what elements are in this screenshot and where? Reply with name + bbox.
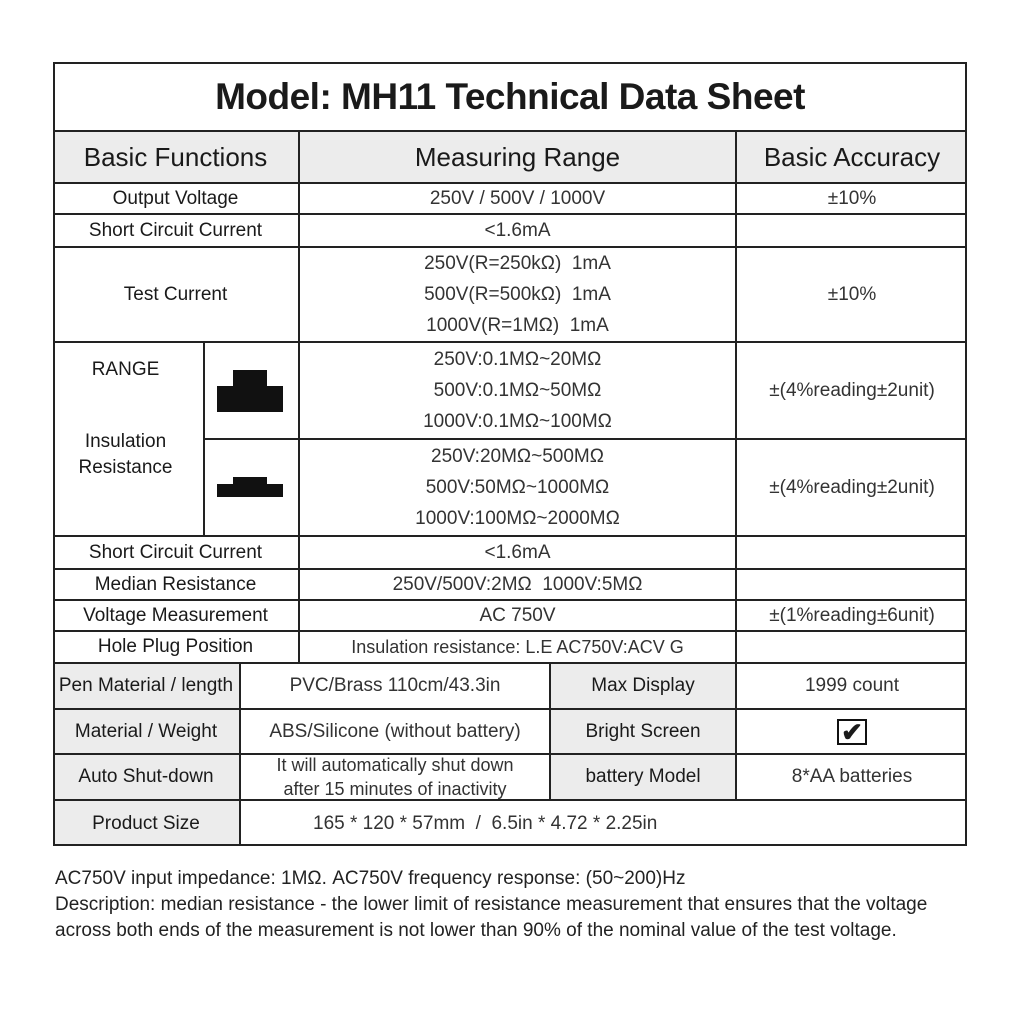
material-weight-label: Material / Weight — [53, 708, 239, 753]
test-current-range-line: 250V(R=250kΩ) 1mA — [424, 253, 611, 274]
insulation-high-range-line: 1000V:0.1MΩ~100MΩ — [423, 411, 612, 432]
range-label: RANGE — [91, 359, 160, 380]
footnote-line: Description: median resistance - the lower limit of resistance measurement that ensures that the voltage — [55, 894, 928, 915]
test-current-range-line: 1000V(R=1MΩ) 1mA — [426, 315, 609, 336]
voltage-measurement-label: Voltage Measurement — [53, 599, 298, 630]
short-circuit-current-label: Short Circuit Current — [53, 535, 298, 568]
median-resistance-range: 250V/500V:2MΩ 1000V:5MΩ — [298, 568, 735, 599]
output-voltage-range: 250V / 500V / 1000V — [298, 182, 735, 213]
insulation-label-line: Resistance — [78, 457, 173, 478]
insulation-low-range-line: 500V:50MΩ~1000MΩ — [425, 477, 610, 498]
header-measuring-range: Measuring Range — [298, 130, 735, 182]
hole-plug-label: Hole Plug Position — [53, 630, 298, 662]
insulation-high-range-line: 500V:0.1MΩ~50MΩ — [433, 380, 602, 401]
low-range-cell — [203, 438, 298, 535]
footnotes — [55, 866, 975, 944]
test-current-accuracy: ±10% — [735, 246, 967, 341]
data-sheet-table — [53, 62, 967, 846]
voltage-measurement-accuracy: ±(1%reading±6unit) — [735, 599, 967, 630]
test-current-label: Test Current — [53, 246, 298, 341]
bright-screen-label: Bright Screen — [549, 708, 735, 753]
insulation-high-range — [298, 341, 735, 438]
material-weight-value: ABS/Silicone (without battery) — [239, 708, 549, 753]
pen-material-value: PVC/Brass 110cm/43.3in — [239, 662, 549, 708]
checkbox-icon: ✔ — [837, 719, 867, 745]
insulation-high-range-line: 250V:0.1MΩ~20MΩ — [433, 349, 602, 370]
footnote-line: AC750V input impedance: 1MΩ. AC750V frequency response: (50~200)Hz — [55, 868, 686, 889]
high-range-icon — [217, 366, 287, 416]
auto-shutdown-value — [239, 753, 549, 799]
product-size-value: 165 * 120 * 57mm / 6.5in * 4.72 * 2.25in — [239, 799, 967, 846]
hole-plug-accuracy — [735, 630, 967, 662]
test-current-range-line: 500V(R=500kΩ) 1mA — [424, 284, 611, 305]
low-range-icon — [217, 473, 287, 503]
median-resistance-label: Median Resistance — [53, 568, 298, 599]
max-display-label: Max Display — [549, 662, 735, 708]
voltage-measurement-range: AC 750V — [298, 599, 735, 630]
insulation-low-range-line: 250V:20MΩ~500MΩ — [431, 446, 604, 467]
auto-shutdown-label: Auto Shut-down — [53, 753, 239, 799]
insulation-label-line: Insulation — [84, 431, 167, 452]
short-circuit-current-label: Short Circuit Current — [53, 213, 298, 246]
product-size-label: Product Size — [53, 799, 239, 846]
insulation-low-range — [298, 438, 735, 535]
max-display-value: 1999 count — [735, 662, 967, 708]
short-circuit-current-accuracy — [735, 213, 967, 246]
insulation-label-cell — [53, 341, 203, 535]
pen-material-label: Pen Material / length — [53, 662, 239, 708]
hole-plug-range: Insulation resistance: L.E AC750V:ACV G — [298, 630, 735, 662]
insulation-high-accuracy: ±(4%reading±2unit) — [735, 341, 967, 438]
test-current-range — [298, 246, 735, 341]
bright-screen-cell — [735, 708, 967, 753]
short-circuit-current-range: <1.6mA — [298, 213, 735, 246]
insulation-low-range-line: 1000V:100MΩ~2000MΩ — [415, 508, 620, 529]
short-circuit-current-accuracy — [735, 535, 967, 568]
battery-model-value: 8*AA batteries — [735, 753, 967, 799]
insulation-low-accuracy: ±(4%reading±2unit) — [735, 438, 967, 535]
high-range-cell — [203, 341, 298, 438]
median-resistance-accuracy — [735, 568, 967, 599]
output-voltage-label: Output Voltage — [53, 182, 298, 213]
short-circuit-current-range: <1.6mA — [298, 535, 735, 568]
battery-model-label: battery Model — [549, 753, 735, 799]
header-basic-functions: Basic Functions — [53, 130, 298, 182]
footnote-line: across both ends of the measurement is not lower than 90% of the nominal value of the test voltage. — [55, 920, 897, 941]
sheet-title: Model: MH11 Technical Data Sheet — [215, 76, 805, 117]
auto-shutdown-line: It will automatically shut down — [276, 755, 514, 775]
header-basic-accuracy: Basic Accuracy — [735, 130, 967, 182]
auto-shutdown-line: after 15 minutes of inactivity — [283, 779, 507, 799]
output-voltage-accuracy: ±10% — [735, 182, 967, 213]
